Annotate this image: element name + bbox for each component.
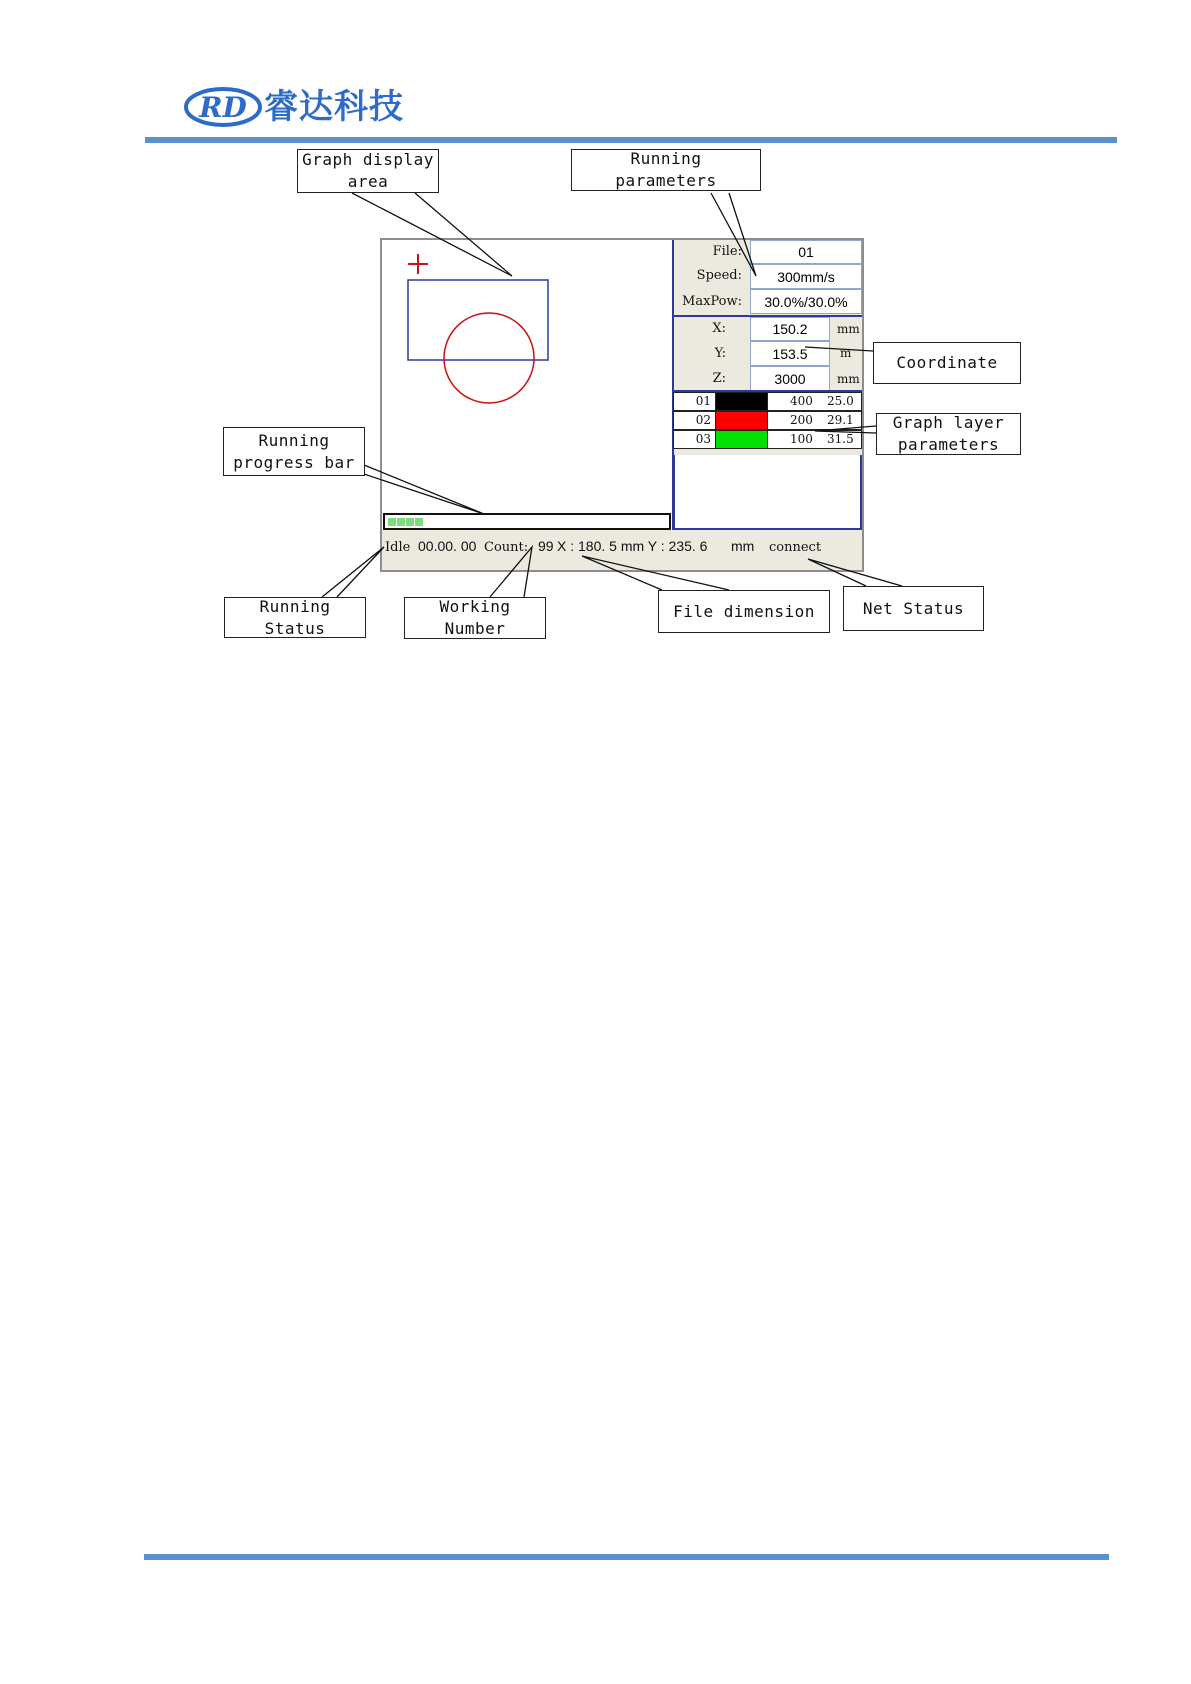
x-value: 150.2 bbox=[750, 317, 830, 341]
layer-color-swatch bbox=[716, 431, 768, 448]
layer-number: 02 bbox=[674, 412, 716, 429]
brand-name: 睿达科技 bbox=[264, 87, 404, 127]
progress-segment bbox=[397, 518, 405, 526]
graph-circle bbox=[444, 313, 534, 403]
callout-running-status: Running Status bbox=[224, 597, 366, 638]
leader-running-status bbox=[322, 547, 384, 597]
callout-file-dimension: File dimension bbox=[658, 590, 830, 633]
header-rule bbox=[145, 137, 1117, 143]
z-label: Z: bbox=[712, 371, 726, 386]
running-status: Idle bbox=[385, 540, 411, 555]
speed-value: 300mm/s bbox=[750, 264, 862, 289]
running-time: 00.00. 00 bbox=[418, 538, 477, 554]
layer-speed: 100 bbox=[790, 432, 813, 446]
graph-display-area bbox=[382, 240, 672, 510]
callout-graph-layer-parameters: Graph layer parameters bbox=[876, 413, 1021, 455]
dimension-unit: mm bbox=[731, 538, 755, 554]
x-label: X: bbox=[712, 321, 726, 336]
layer-power: 31.5 bbox=[827, 432, 854, 446]
rd-logo-icon bbox=[183, 86, 263, 128]
layer-row-02[interactable] bbox=[673, 411, 862, 430]
file-value: 01 bbox=[750, 240, 862, 264]
graph-rectangle bbox=[408, 280, 548, 360]
layer-number: 01 bbox=[674, 393, 716, 410]
count-label: Count: bbox=[484, 540, 529, 555]
callout-running-parameters: Running parameters bbox=[571, 149, 761, 191]
speed-label: Speed: bbox=[696, 268, 742, 283]
layer-color-swatch bbox=[716, 393, 768, 410]
callout-running-progress-bar: Running progress bar bbox=[223, 427, 365, 476]
file-dimension: X : 180. 5 mm Y : 235. 6 bbox=[557, 538, 708, 554]
file-label: File: bbox=[712, 244, 742, 259]
layer-speed: 200 bbox=[790, 413, 813, 427]
working-number: 99 bbox=[538, 538, 554, 554]
layer-number: 03 bbox=[674, 431, 716, 448]
layer-power: 29.1 bbox=[827, 413, 854, 427]
callout-working-number: Working Number bbox=[404, 597, 546, 639]
z-value: 3000 bbox=[750, 366, 830, 391]
progress-segment bbox=[415, 518, 423, 526]
progress-segment bbox=[388, 518, 396, 526]
x-unit: mm bbox=[837, 322, 860, 336]
layer-row-03[interactable] bbox=[673, 430, 862, 449]
layer-speed: 400 bbox=[790, 394, 813, 408]
progress-segment bbox=[406, 518, 414, 526]
y-unit: m bbox=[840, 346, 852, 360]
layer-color-swatch bbox=[716, 412, 768, 429]
footer-rule bbox=[144, 1554, 1109, 1560]
y-label: Y: bbox=[714, 346, 726, 361]
maxpow-label: MaxPow: bbox=[682, 294, 742, 309]
layer-list-empty-area bbox=[673, 455, 862, 530]
layer-power: 25.0 bbox=[827, 394, 854, 408]
logo-text: RD bbox=[199, 91, 247, 124]
graph-canvas bbox=[382, 240, 672, 510]
net-status: connect bbox=[769, 540, 822, 555]
running-progress-bar bbox=[383, 513, 671, 530]
maxpow-value: 30.0%/30.0% bbox=[750, 289, 862, 314]
layer-row-01[interactable] bbox=[673, 392, 862, 411]
z-unit: mm bbox=[837, 372, 860, 386]
callout-net-status: Net Status bbox=[843, 586, 984, 631]
callout-coordinate: Coordinate bbox=[873, 342, 1021, 384]
callout-graph-display-area: Graph display area bbox=[297, 149, 439, 193]
y-value: 153.5 bbox=[750, 341, 830, 366]
